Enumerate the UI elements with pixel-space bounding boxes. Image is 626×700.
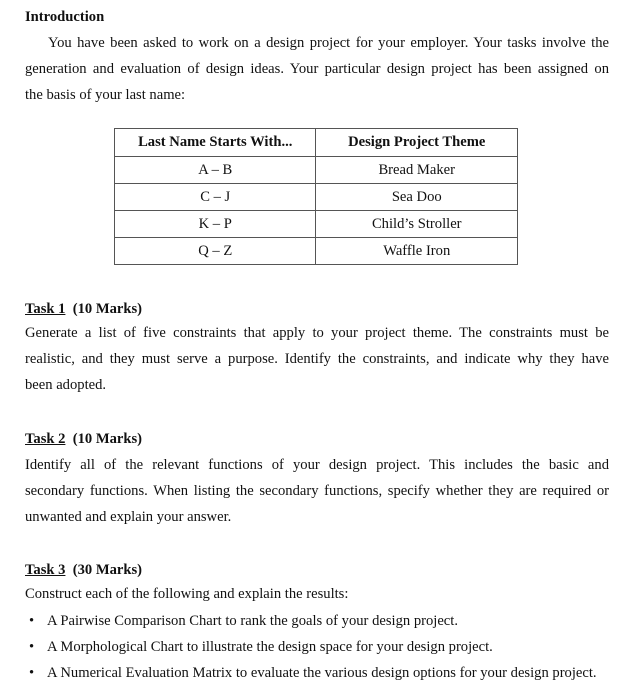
task3-marks: (30 Marks) bbox=[72, 562, 143, 578]
table-cell-theme: Child’s Stroller bbox=[316, 211, 518, 238]
table-cell-name-range: A – B bbox=[115, 157, 316, 184]
task3-title bbox=[25, 561, 142, 579]
task1-line: realistic, and they must serve a purpose. Identify the constraints, and indicate why they have bbox=[25, 351, 609, 367]
list-item bbox=[25, 634, 597, 660]
table-cell-name-range: C – J bbox=[115, 184, 316, 211]
table-row bbox=[115, 157, 518, 184]
task2-line: Identify all of the relevant functions of your design project. This includes the basic and bbox=[25, 457, 609, 473]
table-cell-theme: Sea Doo bbox=[316, 184, 518, 211]
table-cell-theme: Waffle Iron bbox=[316, 238, 518, 265]
intro-line: the basis of your last name: bbox=[25, 87, 186, 103]
task2-line: secondary functions. When listing the secondary functions, specify whether they are required or bbox=[25, 483, 609, 499]
task1-line: Generate a list of five constraints that apply to your project theme. The constraints must be bbox=[25, 325, 609, 341]
task3-label: Task 3 bbox=[25, 562, 66, 578]
task2-label: Task 2 bbox=[25, 431, 66, 447]
task1-line: been adopted. bbox=[25, 377, 107, 393]
task3-bullet-list bbox=[25, 608, 597, 686]
intro-line: generation and evaluation of design ideas. Your particular design project has been assigned on bbox=[25, 61, 609, 77]
table-row bbox=[115, 238, 518, 265]
intro-heading: Introduction bbox=[25, 9, 105, 25]
list-item-text: A Pairwise Comparison Chart to rank the goals of your design project. bbox=[47, 613, 458, 629]
intro-line: You have been asked to work on a design project for your employer. Your tasks involve the bbox=[48, 35, 609, 51]
task2-paragraph bbox=[25, 452, 609, 530]
list-item-text: A Morphological Chart to illustrate the design space for your design project. bbox=[47, 639, 493, 655]
bullet-icon: • bbox=[29, 613, 35, 629]
bullet-icon: • bbox=[29, 639, 35, 655]
list-item bbox=[25, 608, 597, 634]
task2-line: unwanted and explain your answer. bbox=[25, 509, 232, 525]
table-cell-theme: Bread Maker bbox=[316, 157, 518, 184]
column-header-project-theme: Design Project Theme bbox=[316, 129, 518, 157]
task1-title bbox=[25, 300, 142, 318]
task1-label: Task 1 bbox=[25, 301, 66, 317]
table-row bbox=[115, 211, 518, 238]
list-item bbox=[25, 660, 597, 686]
list-item-text: A Numerical Evaluation Matrix to evaluate the various design options for your design project. bbox=[47, 665, 597, 681]
table-row bbox=[115, 184, 518, 211]
task1-paragraph bbox=[25, 320, 609, 398]
table-cell-name-range: K – P bbox=[115, 211, 316, 238]
table-cell-name-range: Q – Z bbox=[115, 238, 316, 265]
intro-paragraph bbox=[25, 30, 609, 108]
column-header-last-name: Last Name Starts With... bbox=[115, 129, 316, 157]
bullet-icon: • bbox=[29, 665, 35, 681]
task3-intro: Construct each of the following and explain the results: bbox=[25, 586, 349, 602]
task2-marks: (10 Marks) bbox=[72, 431, 143, 447]
task2-title bbox=[25, 430, 142, 448]
task1-marks: (10 Marks) bbox=[72, 301, 143, 317]
table-header-row bbox=[115, 129, 518, 157]
project-theme-table bbox=[114, 128, 518, 265]
